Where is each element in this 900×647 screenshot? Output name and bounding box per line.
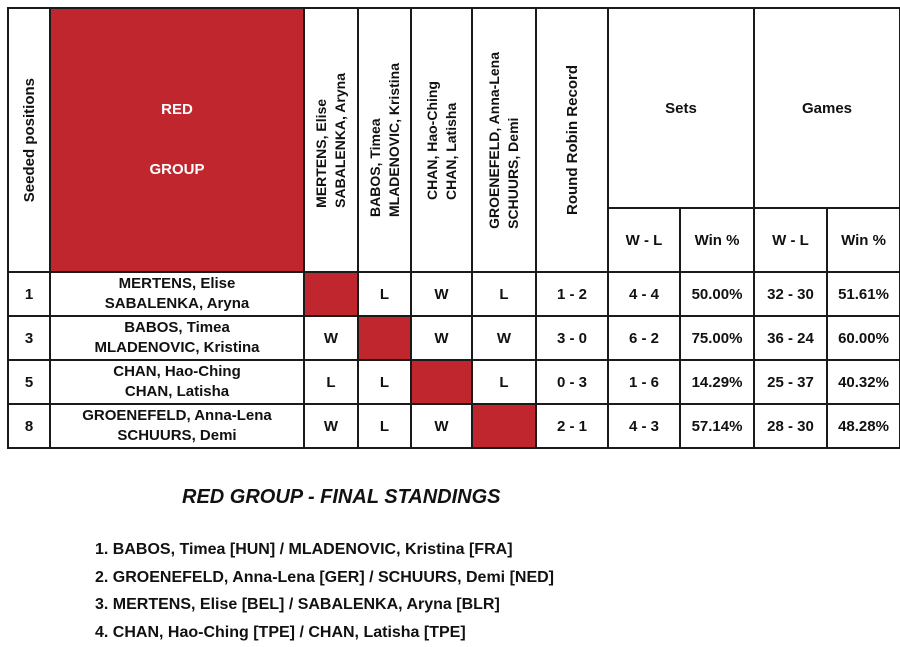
sets-win-pct-header: Win %: [680, 208, 754, 272]
result-cell: L: [358, 360, 411, 404]
standings-item: 3. MERTENS, Elise [BEL] / SABALENKA, Aryna [BLR]: [95, 596, 500, 614]
team-cell: GROENEFELD, Anna-Lena SCHUURS, Demi: [50, 404, 304, 448]
sets-wl-cell: 1 - 6: [608, 360, 680, 404]
standings-list: [95, 536, 554, 646]
player-header-2: BABOS, Timea MLADENOVIC, Kristina: [358, 8, 411, 272]
self-match-cell: [304, 272, 358, 316]
record-cell: 1 - 2: [536, 272, 608, 316]
result-cell: W: [304, 404, 358, 448]
record-cell: 0 - 3: [536, 360, 608, 404]
seed-cell: 5: [8, 360, 50, 404]
round-robin-table: [7, 7, 900, 449]
sets-pct-cell: 57.14%: [680, 404, 754, 448]
result-cell: W: [411, 316, 472, 360]
result-cell: L: [358, 272, 411, 316]
result-cell: L: [472, 360, 536, 404]
games-wl-cell: 28 - 30: [754, 404, 827, 448]
team-cell: MERTENS, Elise SABALENKA, Aryna: [50, 272, 304, 316]
record-cell: 2 - 1: [536, 404, 608, 448]
group-title: RED GROUP: [50, 8, 304, 272]
result-cell: W: [304, 316, 358, 360]
standings-item: 2. GROENEFELD, Anna-Lena [GER] / SCHUURS, Demi [NED]: [95, 568, 554, 586]
games-pct-cell: 48.28%: [827, 404, 900, 448]
sets-wl-cell: 6 - 2: [608, 316, 680, 360]
self-match-cell: [472, 404, 536, 448]
rr-record-header: Round Robin Record: [536, 8, 608, 272]
result-cell: W: [411, 404, 472, 448]
games-win-pct-header: Win %: [827, 208, 900, 272]
team-cell: CHAN, Hao-Ching CHAN, Latisha: [50, 360, 304, 404]
table-row: [8, 360, 900, 404]
self-match-cell: [411, 360, 472, 404]
standings-item: 1. BABOS, Timea [HUN] / MLADENOVIC, Kristina [FRA]: [95, 541, 513, 558]
games-wl-cell: 36 - 24: [754, 316, 827, 360]
table-row: [8, 272, 900, 316]
sets-wl-cell: 4 - 3: [608, 404, 680, 448]
seed-cell: 8: [8, 404, 50, 448]
sets-pct-cell: 14.29%: [680, 360, 754, 404]
self-match-cell: [358, 316, 411, 360]
games-wl-cell: 25 - 37: [754, 360, 827, 404]
player-header-3: CHAN, Hao-Ching CHAN, Latisha: [411, 8, 472, 272]
sets-pct-cell: 50.00%: [680, 272, 754, 316]
team-cell: BABOS, Timea MLADENOVIC, Kristina: [50, 316, 304, 360]
games-pct-cell: 60.00%: [827, 316, 900, 360]
seed-cell: 1: [8, 272, 50, 316]
seeded-header: Seeded positions: [8, 8, 50, 272]
table-row: [8, 404, 900, 448]
header-row: [8, 8, 900, 208]
sets-wl-header: W - L: [608, 208, 680, 272]
standings-item: 4. CHAN, Hao-Ching [TPE] / CHAN, Latisha [TPE]: [95, 623, 466, 641]
player-header-4: GROENEFELD, Anna-Lena SCHUURS, Demi: [472, 8, 536, 272]
standings-title: RED GROUP - FINAL STANDINGS: [182, 486, 501, 508]
games-wl-cell: 32 - 30: [754, 272, 827, 316]
result-cell: W: [411, 272, 472, 316]
games-pct-cell: 51.61%: [827, 272, 900, 316]
result-cell: L: [358, 404, 411, 448]
games-header: Games: [754, 8, 900, 208]
player-header-1: MERTENS, Elise SABALENKA, Aryna: [304, 8, 358, 272]
result-cell: L: [472, 272, 536, 316]
sets-wl-cell: 4 - 4: [608, 272, 680, 316]
table-row: [8, 316, 900, 360]
result-cell: W: [472, 316, 536, 360]
games-wl-header: W - L: [754, 208, 827, 272]
games-pct-cell: 40.32%: [827, 360, 900, 404]
seed-cell: 3: [8, 316, 50, 360]
result-cell: L: [304, 360, 358, 404]
sets-pct-cell: 75.00%: [680, 316, 754, 360]
sets-header: Sets: [608, 8, 754, 208]
record-cell: 3 - 0: [536, 316, 608, 360]
